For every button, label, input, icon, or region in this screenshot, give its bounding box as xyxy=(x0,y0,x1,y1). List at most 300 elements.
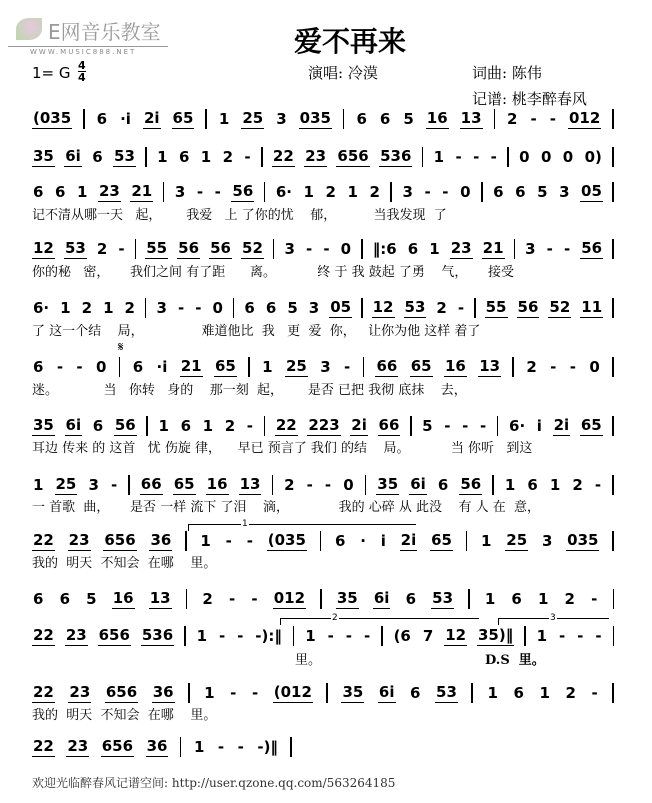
note: 6 xyxy=(379,110,391,128)
note: 1 xyxy=(537,590,549,608)
note: 56 xyxy=(114,416,136,434)
note: 25 xyxy=(55,475,77,493)
note: 656 xyxy=(98,626,130,644)
notation-row xyxy=(32,239,614,259)
note: 6i xyxy=(410,475,426,493)
note: -):‖ xyxy=(255,627,282,645)
note: 1 xyxy=(549,476,561,494)
note: ·i xyxy=(120,110,131,128)
note: - xyxy=(480,417,487,435)
note: 2 xyxy=(124,299,135,317)
note: - xyxy=(549,110,556,128)
note: 2 xyxy=(81,299,93,317)
bar-line xyxy=(180,737,182,757)
note: 25 xyxy=(285,357,307,375)
note: - xyxy=(230,684,237,702)
notation-row xyxy=(32,416,614,436)
note: 22 xyxy=(275,416,297,434)
note: 53 xyxy=(114,147,135,165)
note: 6i xyxy=(65,147,81,165)
note: - xyxy=(462,417,469,435)
note: 22 xyxy=(33,683,54,701)
note: 6 xyxy=(410,684,421,702)
note: 1 xyxy=(429,240,440,258)
note: 6 xyxy=(132,358,144,376)
note: 0 xyxy=(212,299,223,317)
bar-line xyxy=(390,182,392,202)
note: 7 xyxy=(422,627,434,645)
note: 3 xyxy=(525,240,536,258)
note: 5 xyxy=(287,299,298,317)
bar-line xyxy=(514,239,516,259)
lyrics-line: 耳边 传来 的 这首 忧 伤旋 律， 早已 预言了 我们 的结 局。 当 你听 到这 xyxy=(32,441,533,456)
bar-line xyxy=(83,109,85,129)
note: - xyxy=(558,627,566,645)
note: - xyxy=(217,738,225,756)
note: 3 xyxy=(284,240,295,258)
volta-lyric: 里。 xyxy=(295,653,322,668)
note: 55 xyxy=(485,298,507,316)
note: - xyxy=(550,358,557,376)
bar-line xyxy=(272,475,274,495)
time-bottom: 4 xyxy=(78,71,86,84)
note: 1 xyxy=(196,627,207,645)
bar-line xyxy=(612,182,614,202)
note: 36 xyxy=(150,531,172,549)
note: 1 xyxy=(484,590,496,608)
note: - xyxy=(324,476,332,494)
note: 6 xyxy=(405,590,417,608)
note: - xyxy=(306,240,313,258)
bar-line xyxy=(365,475,367,495)
note: 2i xyxy=(143,109,160,127)
note: - xyxy=(251,684,259,702)
note: 12 xyxy=(372,298,394,316)
note: 36 xyxy=(146,737,168,755)
note: - xyxy=(237,738,244,756)
note: 1 xyxy=(200,532,211,550)
time-top: 4 xyxy=(78,59,86,72)
volta-3 xyxy=(498,613,609,625)
note: - xyxy=(196,183,204,201)
bar-line xyxy=(613,589,615,609)
bar-line xyxy=(612,357,614,377)
note: - xyxy=(442,183,449,201)
note: 56 xyxy=(517,298,539,316)
bar-line xyxy=(163,182,165,202)
note: - xyxy=(76,358,83,376)
bar-line xyxy=(343,109,345,129)
note: 6i xyxy=(373,589,390,607)
volta-2-label: 2 xyxy=(332,613,338,623)
ds-lyric: D.S 里。 xyxy=(485,653,545,668)
bar-line xyxy=(361,239,363,259)
bar-line xyxy=(466,531,468,551)
note: 2 xyxy=(369,183,380,201)
note: 56 xyxy=(232,182,254,200)
note: - xyxy=(177,299,185,317)
bar-line xyxy=(507,147,509,167)
note: 0 xyxy=(540,148,552,166)
note: 1 xyxy=(158,417,169,435)
logo-text: E网音乐教室 xyxy=(48,20,161,44)
note: 1 xyxy=(536,627,548,645)
bar-line xyxy=(261,147,263,167)
note: - xyxy=(218,627,226,645)
bar-line xyxy=(233,298,235,318)
note: 66 xyxy=(140,475,162,493)
note: - xyxy=(444,417,451,435)
bar-line xyxy=(410,416,412,436)
notation-row xyxy=(32,357,614,377)
bar-line xyxy=(320,589,322,609)
note: 1 xyxy=(433,148,445,166)
note: 656 xyxy=(105,683,138,701)
bar-line xyxy=(264,416,266,436)
bar-line xyxy=(512,357,514,377)
note: 1 xyxy=(33,476,44,494)
footer-text: 欢迎光临醉春风记谱空间: http://user.qzone.qq.com/563264185 xyxy=(32,776,396,790)
note: 6 xyxy=(180,417,191,435)
note: - xyxy=(327,627,334,645)
singer: 演唱: 冷漠 xyxy=(308,64,378,82)
notation-row xyxy=(32,683,614,703)
note: - xyxy=(424,183,431,201)
note: - xyxy=(594,476,602,494)
note: 035 xyxy=(567,531,599,549)
note: 5 xyxy=(537,183,548,201)
note: 6 xyxy=(527,476,538,494)
note: 35 xyxy=(33,416,54,434)
note: 6 xyxy=(92,148,103,166)
note: · xyxy=(360,532,366,550)
bar-line xyxy=(188,683,190,703)
bar-line xyxy=(273,239,275,259)
note: 0 xyxy=(589,358,600,376)
note: 56 xyxy=(210,239,231,257)
note: ·i xyxy=(156,358,168,376)
key-signature: 1= G xyxy=(32,64,71,82)
note: 13 xyxy=(149,589,171,607)
note: 2 xyxy=(222,148,234,166)
note: 1 xyxy=(200,148,212,166)
note: - xyxy=(591,590,598,608)
note: - xyxy=(455,148,462,166)
volta-3-label: 3 xyxy=(550,613,556,623)
note: 56 xyxy=(178,239,200,257)
song-title: 爱不再来 xyxy=(293,25,406,58)
note: 1 xyxy=(305,627,316,645)
note: 2 xyxy=(564,590,575,608)
note: 6 xyxy=(244,299,255,317)
note: 13 xyxy=(239,475,261,493)
bar-line xyxy=(612,298,614,318)
note: (6 xyxy=(393,627,411,645)
note: 3 xyxy=(174,183,186,201)
note: - xyxy=(577,627,584,645)
note: 3 xyxy=(559,183,570,201)
note: 1 xyxy=(539,684,550,702)
note: 23 xyxy=(65,626,87,644)
note: 0 xyxy=(519,148,530,166)
lyrics-line: 你的秘 密， 我们之间 有了距 离。 终 于 我 鼓起 了勇 气， 接受 xyxy=(32,265,515,280)
note: - xyxy=(56,358,64,376)
note: 6· xyxy=(33,299,50,317)
note: 65 xyxy=(215,357,236,375)
note: 21 xyxy=(180,357,202,375)
lyrics-line: 我的 明天 不知会 在哪 里。 xyxy=(32,708,217,723)
note: 52 xyxy=(549,298,571,316)
bar-line xyxy=(293,626,295,646)
note: 6 xyxy=(407,240,419,258)
note: (035 xyxy=(33,109,72,127)
note: - xyxy=(306,476,313,494)
lyrics-line: 一 首歌 曲， 是否 一样 流下 了泪 滴， 我的 心碎 从 此没 有 人 在 意， xyxy=(32,500,541,515)
note: 6 xyxy=(33,590,44,608)
note: 2 xyxy=(526,358,537,376)
note: 66 xyxy=(376,357,398,375)
note: 223 xyxy=(308,416,340,434)
notation-row xyxy=(32,531,614,551)
note: 16 xyxy=(444,357,466,375)
bar-line xyxy=(612,109,614,129)
note: 2 xyxy=(325,183,336,201)
note: 23 xyxy=(69,683,91,701)
note: 6 xyxy=(511,590,522,608)
note: - xyxy=(569,358,577,376)
note: 1 xyxy=(202,417,214,435)
note: 66 xyxy=(378,416,400,434)
note: 05 xyxy=(330,298,352,316)
note: 0 xyxy=(460,183,471,201)
note: 3 xyxy=(308,299,320,317)
note: - xyxy=(246,417,254,435)
note: 52 xyxy=(242,239,263,257)
note: ‖:6 xyxy=(372,240,397,258)
note: 6 xyxy=(59,590,71,608)
note: - xyxy=(563,240,571,258)
note: 6 xyxy=(96,110,108,128)
note: - xyxy=(591,684,598,702)
note: 1 xyxy=(487,684,498,702)
bar-line xyxy=(612,475,614,495)
note: 65 xyxy=(410,357,432,375)
notation-row xyxy=(32,737,292,757)
note: 1 xyxy=(504,476,516,494)
note: 6i xyxy=(378,683,395,701)
note: 3 xyxy=(402,183,413,201)
note: 16 xyxy=(112,589,134,607)
bar-line xyxy=(145,147,147,167)
bar-line xyxy=(612,683,614,703)
lyrics-line: 记不清从哪一天 起， 我爱 上 了你的忧 郁， 当我发现 了 xyxy=(32,208,447,223)
note: 1 xyxy=(103,299,114,317)
notation-row xyxy=(32,147,614,167)
note: 2 xyxy=(284,476,295,494)
bar-line xyxy=(468,589,470,609)
note: 35 xyxy=(342,683,364,701)
note: 1 xyxy=(218,110,230,128)
note: 25 xyxy=(242,109,264,127)
note: - xyxy=(228,590,236,608)
bar-line xyxy=(612,531,614,551)
note: - xyxy=(546,240,553,258)
note: 2 xyxy=(96,240,108,258)
note: 1 xyxy=(60,299,71,317)
volta-1 xyxy=(188,519,416,531)
bar-line xyxy=(145,298,147,318)
bar-line xyxy=(320,531,322,551)
note: 656 xyxy=(101,737,134,755)
bar-line xyxy=(612,239,614,259)
note: 656 xyxy=(337,147,369,165)
note: 53 xyxy=(432,589,454,607)
note: 22 xyxy=(33,531,54,549)
note: 21 xyxy=(131,182,153,200)
note: - xyxy=(214,183,221,201)
bar-line xyxy=(613,626,615,646)
note: 22 xyxy=(33,626,54,644)
note: 6 xyxy=(513,684,524,702)
note: 56 xyxy=(460,475,482,493)
note: 35 xyxy=(336,589,358,607)
note: - xyxy=(118,240,125,258)
note: 2 xyxy=(436,299,447,317)
bar-line xyxy=(290,737,292,757)
composer: 词曲: 陈伟 xyxy=(472,64,542,82)
note: - xyxy=(244,148,251,166)
note: 53 xyxy=(404,298,426,316)
note: 1 xyxy=(347,183,358,201)
note: 11 xyxy=(581,298,603,316)
note: 0 xyxy=(343,476,354,494)
bar-line xyxy=(612,416,614,436)
note: 05 xyxy=(581,182,602,200)
note: 16 xyxy=(206,475,228,493)
note: i xyxy=(536,417,542,435)
bar-line xyxy=(363,357,365,377)
time-signature xyxy=(78,60,86,83)
notation-row xyxy=(32,182,614,202)
note: - xyxy=(345,627,353,645)
note: 22 xyxy=(272,147,294,165)
note: 6 xyxy=(493,183,504,201)
note: 2 xyxy=(565,684,576,702)
bar-line xyxy=(497,416,499,436)
segno-icon: 𝄋 xyxy=(118,340,124,355)
note: - xyxy=(195,299,202,317)
note: 536 xyxy=(380,147,412,165)
bar-line xyxy=(381,626,383,646)
note: 13 xyxy=(460,109,482,127)
bar-line xyxy=(205,109,207,129)
note: - xyxy=(225,532,232,550)
bar-line xyxy=(264,182,266,202)
note: 1 xyxy=(157,148,168,166)
note: 12 xyxy=(33,239,54,257)
notation-row xyxy=(32,475,614,495)
note: 16 xyxy=(426,109,448,127)
note: - xyxy=(246,532,253,550)
note: 35 xyxy=(33,147,54,165)
note: 012 xyxy=(568,109,601,127)
note: - xyxy=(595,627,602,645)
bar-line xyxy=(474,298,476,318)
note: 23 xyxy=(68,531,90,549)
bar-line xyxy=(326,683,328,703)
note: 35)‖ xyxy=(478,626,514,644)
notation-row xyxy=(32,589,614,609)
note: 1 xyxy=(262,358,273,376)
note: 6i xyxy=(65,416,82,434)
note: 0 xyxy=(562,148,574,166)
note: 56 xyxy=(581,239,603,257)
note: - xyxy=(323,240,330,258)
note: 23 xyxy=(450,239,472,257)
notation-row xyxy=(32,109,614,129)
note: 53 xyxy=(436,683,457,701)
bar-line xyxy=(471,683,473,703)
note: 65 xyxy=(173,475,195,493)
logo-url: WWW.MUSIC888.NET xyxy=(30,48,137,56)
bar-line xyxy=(481,182,483,202)
note: 23 xyxy=(67,737,89,755)
note: 55 xyxy=(146,239,168,257)
note: 012 xyxy=(273,589,306,607)
bar-line xyxy=(492,475,494,495)
note: 536 xyxy=(141,626,174,644)
note: - xyxy=(237,627,244,645)
note: 65 xyxy=(580,416,602,434)
note: 5 xyxy=(86,590,97,608)
lyrics-line: 了 这一个结 局， 难道他比 我 更 爱 你， 让你为他 这样 着了 xyxy=(32,324,481,339)
note: 36 xyxy=(152,683,174,701)
note: 1 xyxy=(193,738,205,756)
note: 1 xyxy=(204,684,215,702)
note: - xyxy=(530,110,537,128)
note: 3 xyxy=(541,532,553,550)
note: 1 xyxy=(303,183,314,201)
bar-line xyxy=(135,239,137,259)
note: 6 xyxy=(265,299,277,317)
note: - xyxy=(110,476,118,494)
note: - xyxy=(490,148,497,166)
transcriber: 记谱: 桃李醉春风 xyxy=(472,90,587,108)
note: 2 xyxy=(224,417,236,435)
bar-line xyxy=(612,147,614,167)
note: 0 xyxy=(340,240,352,258)
note: 23 xyxy=(305,147,327,165)
note: - xyxy=(457,299,465,317)
note: 22 xyxy=(33,737,54,755)
note: 6 xyxy=(33,183,44,201)
note: 13 xyxy=(479,357,501,375)
note: - xyxy=(251,590,258,608)
note: i xyxy=(380,532,386,550)
note: - xyxy=(473,148,480,166)
bar-line xyxy=(248,357,250,377)
note: 6 xyxy=(54,183,66,201)
note: 6 xyxy=(334,532,346,550)
bar-line xyxy=(494,109,496,129)
note: 2 xyxy=(507,110,518,128)
note: 0 xyxy=(96,358,107,376)
note: 5 xyxy=(403,110,414,128)
note: 1 xyxy=(76,183,88,201)
note: 21 xyxy=(482,239,504,257)
note: 6 xyxy=(178,148,190,166)
bar-line xyxy=(422,147,424,167)
